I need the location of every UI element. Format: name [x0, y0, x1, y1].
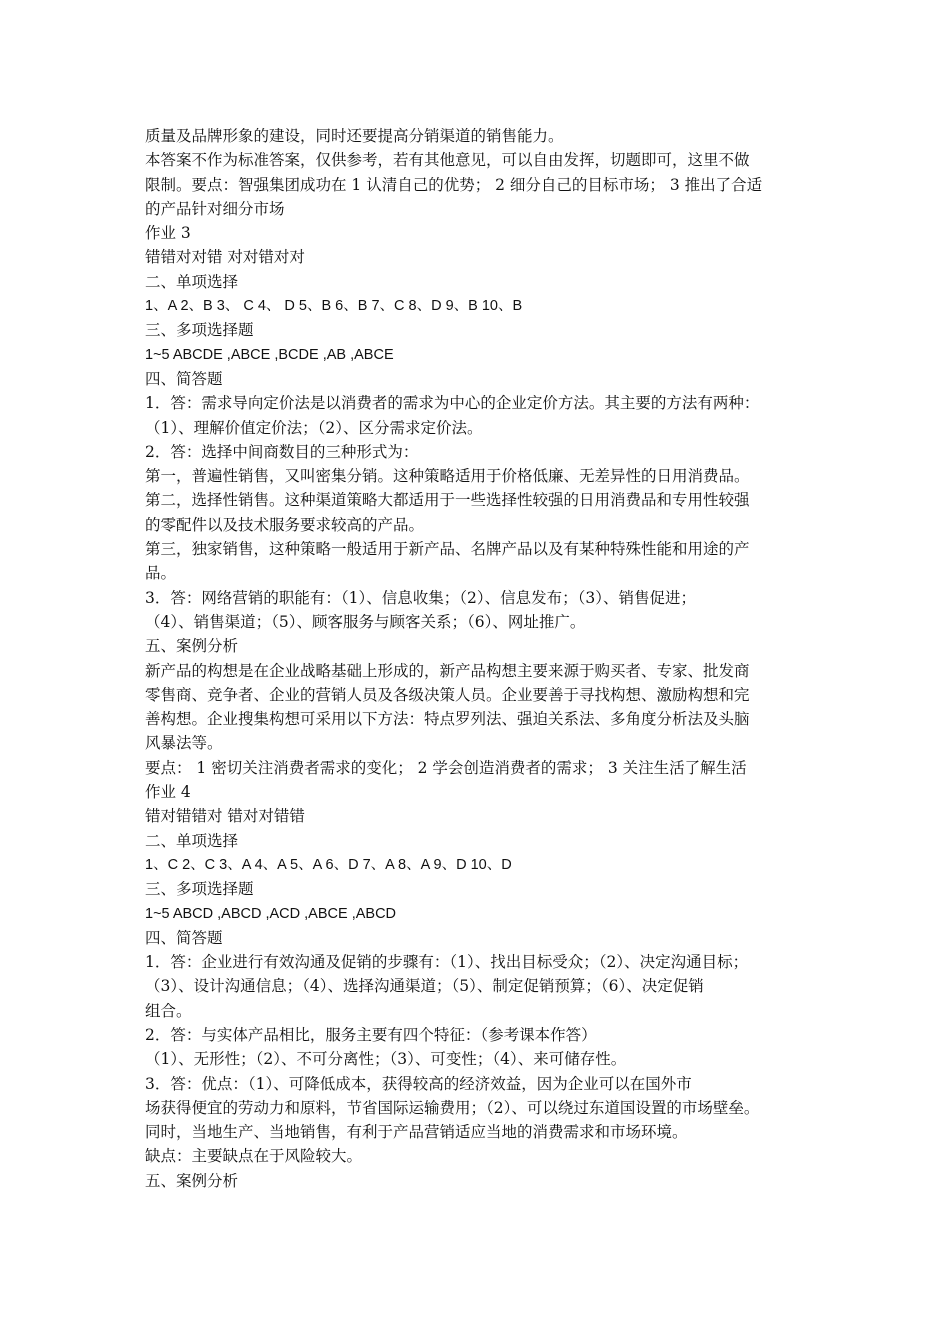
text-line: 零售商、竞争者、企业的营销人员及各级决策人员。企业要善于寻找构想、激励构想和完: [145, 685, 750, 704]
text-line: 1~5 ABCD ,ABCD ,ACD ,ABCE ,ABCD: [145, 905, 397, 922]
text-line: 风暴法等。: [145, 734, 223, 753]
text-line: 2．答：与实体产品相比，服务主要有四个特征：（参考课本作答）: [145, 1025, 597, 1044]
text-line: （1）、理解价值定价法；（2）、区分需求定价法。: [145, 418, 483, 437]
text-line: 四、简答题: [145, 928, 223, 947]
text-line: 的产品针对细分市场: [145, 199, 285, 218]
text-line: 第三，独家销售，这种策略一般适用于新产品、名牌产品以及有某种特殊性能和用途的产: [145, 540, 750, 559]
text-line: 作业 3: [145, 224, 191, 243]
text-line: 1、A 2、B 3、 C 4、 D 5、B 6、B 7、C 8、D 9、B 10、B: [145, 298, 523, 315]
text-line: 第一，普遍性销售，又叫密集分销。这种策略适用于价格低廉、无差异性的日用消费品。: [145, 467, 750, 486]
text-line: 善构想。企业搜集构想可采用以下方法：特点罗列法、强迫关系法、多角度分析法及头脑: [145, 710, 750, 729]
text-line: 作业 4: [145, 783, 191, 802]
text-line: 本答案不作为标准答案，仅供参考，若有其他意见，可以自由发挥，切题即可，这里不做: [145, 151, 750, 170]
text-line: 第二，选择性销售。这种渠道策略大都适用于一些选择性较强的日用消费品和专用性较强: [145, 491, 750, 510]
text-line: 错对错错对 错对对错错: [145, 807, 305, 826]
text-line: 1．答：企业进行有效沟通及促销的步骤有：（1）、找出目标受众；（2）、决定沟通目标；: [145, 953, 749, 972]
text-line: 缺点：主要缺点在于风险较大。: [145, 1147, 363, 1166]
text-line: 新产品的构想是在企业战略基础上形成的，新产品构想主要来源于购买者、专家、批发商: [145, 661, 750, 680]
text-line: 3．答：优点：（1）、可降低成本，获得较高的经济效益，因为企业可以在国外市: [145, 1074, 692, 1093]
text-line: 1、C 2、C 3、A 4、A 5、A 6、D 7、A 8、A 9、D 10、D: [145, 856, 512, 873]
text-line: 1．答：需求导向定价法是以消费者的需求为中心的企业定价方法。其主要的方法有两种：: [145, 394, 760, 413]
text-line: 1~5 ABCDE ,ABCE ,BCDE ,AB ,ABCE: [145, 346, 394, 363]
text-line: 错错对对错 对对错对对: [145, 248, 305, 267]
text-line: 同时，当地生产、当地销售，有利于产品营销适应当地的消费需求和市场环境。: [145, 1123, 688, 1142]
text-line: （4）、销售渠道；（5）、顾客服务与顾客关系；（6）、网址推广。: [145, 612, 586, 631]
text-line: 三、多项选择题: [145, 321, 254, 340]
text-line: 四、简答题: [145, 369, 223, 388]
text-line: 二、单项选择: [145, 831, 239, 850]
text-line: 五、案例分析: [145, 1171, 239, 1190]
text-line: 品。: [145, 564, 177, 583]
text-line: 的零配件以及技术服务要求较高的产品。: [145, 515, 425, 534]
text-line: （3）、设计沟通信息；（4）、选择沟通渠道；（5）、制定促销预算；（6）、决定促销: [145, 977, 704, 996]
text-line: 三、多项选择题: [145, 880, 254, 899]
text-line: 要点： 1 密切关注消费者需求的变化； 2 学会创造消费者的需求； 3 关注生活了解生活: [145, 758, 747, 777]
text-line: 五、案例分析: [145, 637, 239, 656]
text-line: 质量及品牌形象的建设，同时还要提高分销渠道的销售能力。: [145, 127, 564, 145]
document-body: [145, 124, 825, 1193]
text-line: （1）、无形性；（2）、不可分离性；（3）、可变性；（4）、来可储存性。: [145, 1050, 627, 1069]
text-line: 场获得便宜的劳动力和原料，节省国际运输费用；（2）、可以绕过东道国设置的市场壁垒。: [145, 1098, 760, 1117]
text-line: 2．答：选择中间商数目的三种形式为：: [145, 442, 419, 461]
text-line: 组合。: [145, 1001, 192, 1020]
text-line: 二、单项选择: [145, 272, 239, 291]
text-line: 3．答：网络营销的职能有：（1）、信息收集；（2）、信息发布；（3）、销售促进；: [145, 588, 696, 607]
text-line: 限制。要点：智强集团成功在 1 认清自己的优势； 2 细分自己的目标市场； 3 推出了合适: [145, 175, 763, 194]
